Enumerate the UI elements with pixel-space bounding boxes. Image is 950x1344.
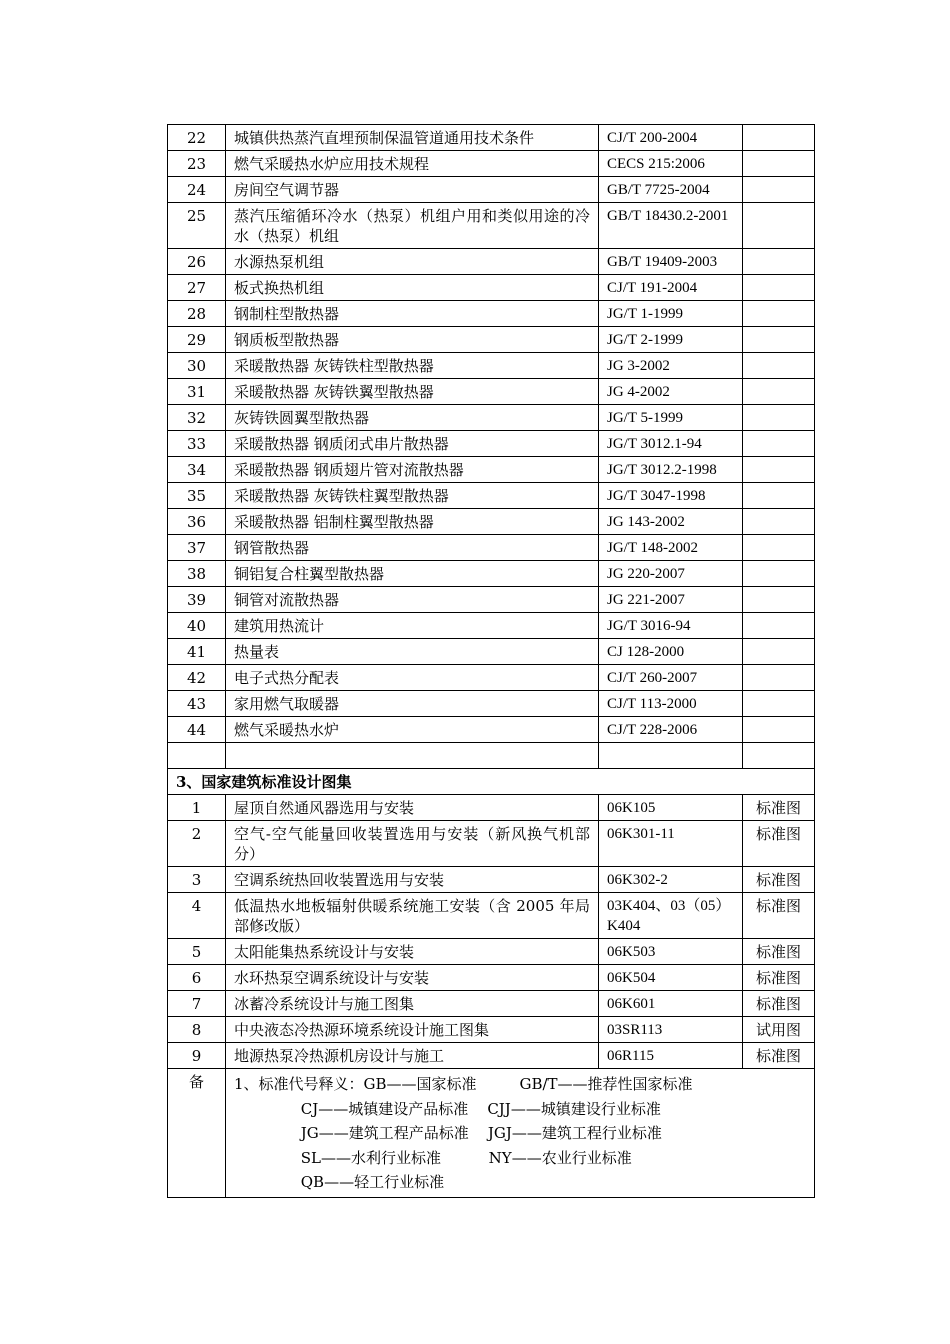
table-row bbox=[168, 431, 815, 457]
standard-code: JG/T 3047-1998 bbox=[599, 483, 743, 509]
standard-type bbox=[743, 509, 815, 535]
row-number: 39 bbox=[168, 587, 226, 613]
table-row bbox=[168, 939, 815, 965]
table-row bbox=[168, 1017, 815, 1043]
standard-code: GB/T 7725-2004 bbox=[599, 177, 743, 203]
standard-type bbox=[743, 613, 815, 639]
standard-type bbox=[743, 249, 815, 275]
row-number: 28 bbox=[168, 301, 226, 327]
row-number: 40 bbox=[168, 613, 226, 639]
standard-code: JG/T 3016-94 bbox=[599, 613, 743, 639]
standard-name: 采暖散热器 铝制柱翼型散热器 bbox=[226, 509, 599, 535]
standard-type bbox=[743, 561, 815, 587]
standard-type: 标准图 bbox=[743, 1043, 815, 1069]
table-row bbox=[168, 717, 815, 743]
table-row bbox=[168, 509, 815, 535]
table-row bbox=[168, 457, 815, 483]
row-number: 34 bbox=[168, 457, 226, 483]
standard-name: 低温热水地板辐射供暖系统施工安装（含 2005 年局部修改版） bbox=[226, 893, 599, 939]
standard-type bbox=[743, 457, 815, 483]
table-row bbox=[168, 203, 815, 249]
row-number: 5 bbox=[168, 939, 226, 965]
standard-type bbox=[743, 203, 815, 249]
standard-code: JG 143-2002 bbox=[599, 509, 743, 535]
standard-code: JG/T 1-1999 bbox=[599, 301, 743, 327]
row-number: 38 bbox=[168, 561, 226, 587]
standard-type bbox=[743, 535, 815, 561]
standard-code: CJ/T 191-2004 bbox=[599, 275, 743, 301]
standard-code: 06K601 bbox=[599, 991, 743, 1017]
standards-rows-part-a bbox=[168, 125, 815, 743]
standard-name: 铜铝复合柱翼型散热器 bbox=[226, 561, 599, 587]
table-row bbox=[168, 353, 815, 379]
notes-group bbox=[168, 1069, 815, 1198]
row-number: 35 bbox=[168, 483, 226, 509]
notes-line: JG——建筑工程产品标准 JGJ——建筑工程行业标准 bbox=[234, 1124, 662, 1142]
row-number: 1 bbox=[168, 795, 226, 821]
table-row bbox=[168, 327, 815, 353]
standard-code: JG/T 2-1999 bbox=[599, 327, 743, 353]
standard-code: JG/T 3012.2-1998 bbox=[599, 457, 743, 483]
standard-name: 钢制柱型散热器 bbox=[226, 301, 599, 327]
standard-name: 蒸汽压缩循环冷水（热泵）机组户用和类似用途的冷水（热泵）机组 bbox=[226, 203, 599, 249]
table-row bbox=[168, 1043, 815, 1069]
standard-name: 采暖散热器 灰铸铁翼型散热器 bbox=[226, 379, 599, 405]
row-number: 27 bbox=[168, 275, 226, 301]
standard-name: 灰铸铁圆翼型散热器 bbox=[226, 405, 599, 431]
standard-name: 房间空气调节器 bbox=[226, 177, 599, 203]
notes-line: 1、标准代号释义：GB——国家标准 GB/T——推荐性国家标准 bbox=[234, 1075, 693, 1093]
table-row bbox=[168, 587, 815, 613]
standard-name: 采暖散热器 钢质翅片管对流散热器 bbox=[226, 457, 599, 483]
table-row bbox=[168, 301, 815, 327]
standard-code: JG 221-2007 bbox=[599, 587, 743, 613]
standard-type bbox=[743, 151, 815, 177]
standard-name: 板式换热机组 bbox=[226, 275, 599, 301]
spacer-row-group bbox=[168, 743, 815, 795]
row-number: 3 bbox=[168, 867, 226, 893]
row-number: 43 bbox=[168, 691, 226, 717]
standard-code: GB/T 18430.2-2001 bbox=[599, 203, 743, 249]
table-row bbox=[168, 249, 815, 275]
table-row bbox=[168, 867, 815, 893]
row-number: 29 bbox=[168, 327, 226, 353]
standard-type bbox=[743, 125, 815, 151]
standards-table bbox=[167, 124, 815, 1198]
standard-type: 标准图 bbox=[743, 821, 815, 867]
standard-name: 太阳能集热系统设计与安装 bbox=[226, 939, 599, 965]
standard-type: 标准图 bbox=[743, 965, 815, 991]
notes-line: CJ——城镇建设产品标准 CJJ——城镇建设行业标准 bbox=[234, 1099, 661, 1118]
row-number: 33 bbox=[168, 431, 226, 457]
standard-code: 06K302-2 bbox=[599, 867, 743, 893]
table-row bbox=[168, 535, 815, 561]
standard-name: 钢质板型散热器 bbox=[226, 327, 599, 353]
table-row bbox=[168, 821, 815, 867]
standard-type bbox=[743, 639, 815, 665]
row-number: 42 bbox=[168, 665, 226, 691]
standard-name: 水环热泵空调系统设计与安装 bbox=[226, 965, 599, 991]
section-heading-row bbox=[168, 769, 815, 795]
table-row bbox=[168, 965, 815, 991]
standard-name: 空气-空气能量回收装置选用与安装（新风换气机部分） bbox=[226, 821, 599, 867]
standard-code: 06K504 bbox=[599, 965, 743, 991]
standard-type: 标准图 bbox=[743, 795, 815, 821]
standard-code: JG/T 148-2002 bbox=[599, 535, 743, 561]
standard-code: GB/T 19409-2003 bbox=[599, 249, 743, 275]
standard-type bbox=[743, 431, 815, 457]
standard-code: CJ/T 113-2000 bbox=[599, 691, 743, 717]
table-row bbox=[168, 795, 815, 821]
standard-type bbox=[743, 587, 815, 613]
standard-code: 06K301-11 bbox=[599, 821, 743, 867]
standard-type: 标准图 bbox=[743, 867, 815, 893]
standard-code: CJ 128-2000 bbox=[599, 639, 743, 665]
standard-code: 06K105 bbox=[599, 795, 743, 821]
row-number: 9 bbox=[168, 1043, 226, 1069]
table-row bbox=[168, 561, 815, 587]
table-row bbox=[168, 151, 815, 177]
standard-type bbox=[743, 691, 815, 717]
standard-name: 屋顶自然通风器选用与安装 bbox=[226, 795, 599, 821]
standard-type bbox=[743, 327, 815, 353]
row-number: 22 bbox=[168, 125, 226, 151]
atlas-rows-part-b bbox=[168, 795, 815, 1069]
standard-code: JG/T 3012.1-94 bbox=[599, 431, 743, 457]
table-row bbox=[168, 893, 815, 939]
standard-code: 06R115 bbox=[599, 1043, 743, 1069]
row-number: 25 bbox=[168, 203, 226, 249]
row-number: 6 bbox=[168, 965, 226, 991]
empty-row bbox=[168, 743, 815, 769]
standard-name: 采暖散热器 灰铸铁柱翼型散热器 bbox=[226, 483, 599, 509]
standard-type bbox=[743, 717, 815, 743]
standard-code: CJ/T 260-2007 bbox=[599, 665, 743, 691]
table-row bbox=[168, 177, 815, 203]
standard-name: 钢管散热器 bbox=[226, 535, 599, 561]
standard-name: 采暖散热器 灰铸铁柱型散热器 bbox=[226, 353, 599, 379]
table-row bbox=[168, 275, 815, 301]
row-number: 41 bbox=[168, 639, 226, 665]
standard-code: CECS 215:2006 bbox=[599, 151, 743, 177]
notes-line: SL——水利行业标准 NY——农业行业标准 bbox=[234, 1148, 632, 1167]
notes-label: 备 bbox=[168, 1069, 226, 1198]
standard-type bbox=[743, 405, 815, 431]
standard-code: CJ/T 200-2004 bbox=[599, 125, 743, 151]
standard-type: 标准图 bbox=[743, 991, 815, 1017]
table-row bbox=[168, 405, 815, 431]
standard-type bbox=[743, 275, 815, 301]
table-row bbox=[168, 991, 815, 1017]
table-row bbox=[168, 379, 815, 405]
standard-type bbox=[743, 301, 815, 327]
row-number: 31 bbox=[168, 379, 226, 405]
standard-name: 家用燃气取暖器 bbox=[226, 691, 599, 717]
standard-name: 城镇供热蒸汽直埋预制保温管道通用技术条件 bbox=[226, 125, 599, 151]
standard-code: JG 4-2002 bbox=[599, 379, 743, 405]
standard-code: JG/T 5-1999 bbox=[599, 405, 743, 431]
standard-name: 空调系统热回收装置选用与安装 bbox=[226, 867, 599, 893]
standard-code: 03K404、03（05）K404 bbox=[599, 893, 743, 939]
notes-row bbox=[168, 1069, 815, 1198]
standard-type bbox=[743, 379, 815, 405]
standard-name: 燃气采暖热水炉 bbox=[226, 717, 599, 743]
table-row bbox=[168, 639, 815, 665]
standard-type bbox=[743, 177, 815, 203]
table-row bbox=[168, 613, 815, 639]
standard-code: CJ/T 228-2006 bbox=[599, 717, 743, 743]
table-row bbox=[168, 125, 815, 151]
notes-content bbox=[226, 1069, 815, 1198]
standard-type bbox=[743, 483, 815, 509]
standard-code: 06K503 bbox=[599, 939, 743, 965]
standard-type: 标准图 bbox=[743, 893, 815, 939]
standard-type bbox=[743, 353, 815, 379]
standard-name: 冰蓄冷系统设计与施工图集 bbox=[226, 991, 599, 1017]
standard-type: 试用图 bbox=[743, 1017, 815, 1043]
standard-code: JG 3-2002 bbox=[599, 353, 743, 379]
row-number: 44 bbox=[168, 717, 226, 743]
standard-name: 铜管对流散热器 bbox=[226, 587, 599, 613]
row-number: 2 bbox=[168, 821, 226, 867]
standard-name: 电子式热分配表 bbox=[226, 665, 599, 691]
row-number: 26 bbox=[168, 249, 226, 275]
row-number: 4 bbox=[168, 893, 226, 939]
row-number: 30 bbox=[168, 353, 226, 379]
notes-line: QB——轻工行业标准 bbox=[234, 1173, 445, 1191]
standard-type: 标准图 bbox=[743, 939, 815, 965]
standard-name: 中央液态冷热源环境系统设计施工图集 bbox=[226, 1017, 599, 1043]
standard-type bbox=[743, 665, 815, 691]
standard-name: 燃气采暖热水炉应用技术规程 bbox=[226, 151, 599, 177]
table-row bbox=[168, 691, 815, 717]
row-number: 24 bbox=[168, 177, 226, 203]
row-number: 8 bbox=[168, 1017, 226, 1043]
row-number: 7 bbox=[168, 991, 226, 1017]
section-title: 3、国家建筑标准设计图集 bbox=[168, 769, 815, 795]
standard-name: 水源热泵机组 bbox=[226, 249, 599, 275]
row-number: 23 bbox=[168, 151, 226, 177]
table-row bbox=[168, 483, 815, 509]
standard-name: 建筑用热流计 bbox=[226, 613, 599, 639]
standard-code: 03SR113 bbox=[599, 1017, 743, 1043]
row-number: 36 bbox=[168, 509, 226, 535]
standard-code: JG 220-2007 bbox=[599, 561, 743, 587]
standard-name: 热量表 bbox=[226, 639, 599, 665]
table-row bbox=[168, 665, 815, 691]
standard-name: 地源热泵冷热源机房设计与施工 bbox=[226, 1043, 599, 1069]
row-number: 32 bbox=[168, 405, 226, 431]
standard-name: 采暖散热器 钢质闭式串片散热器 bbox=[226, 431, 599, 457]
row-number: 37 bbox=[168, 535, 226, 561]
